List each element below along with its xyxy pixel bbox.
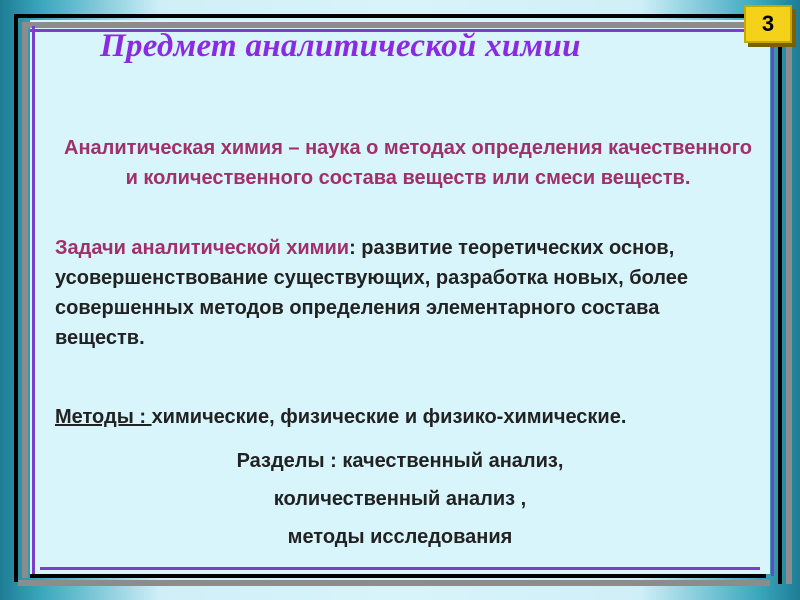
slide-title: Предмет аналитической химии: [100, 28, 581, 64]
frame-line-bottom-black: [30, 574, 766, 578]
methods-paragraph: [55, 402, 775, 432]
tasks-paragraph: [55, 233, 745, 353]
frame-line-left-purple: [32, 26, 35, 576]
tasks-lead: Задачи аналитической химии: [55, 237, 350, 259]
sections-line-3: методы исследования: [287, 526, 513, 548]
slide-number-badge: 3: [744, 5, 792, 43]
definition-text: Аналитическая химия – наука о методах определения качественного и количественного состава веществ или смеси веществ.: [64, 137, 752, 189]
methods-lead: Методы :: [55, 406, 152, 428]
tasks-body: : развитие теоретических основ, усовершенствование существующих, разработка новых, более совершенных методов определения элементарного состава веществ.: [55, 237, 688, 349]
sections-block: [120, 442, 680, 556]
sections-line-2: количественный анализ ,: [273, 488, 527, 510]
frame-line-left-gray: [22, 22, 28, 578]
frame-line-right-purple: [771, 26, 774, 576]
frame-line-right-black: [778, 14, 782, 584]
frame-line-right-gray: [786, 22, 792, 584]
frame-line-left-black: [14, 14, 18, 582]
sections-line-1: Разделы : качественный анализ,: [236, 450, 564, 472]
frame-line-top-black: [14, 14, 754, 18]
methods-body: химические, физические и физико-химические.: [151, 406, 627, 428]
frame-line-bottom-gray: [18, 580, 770, 586]
frame-line-bottom-purple: [40, 567, 760, 570]
